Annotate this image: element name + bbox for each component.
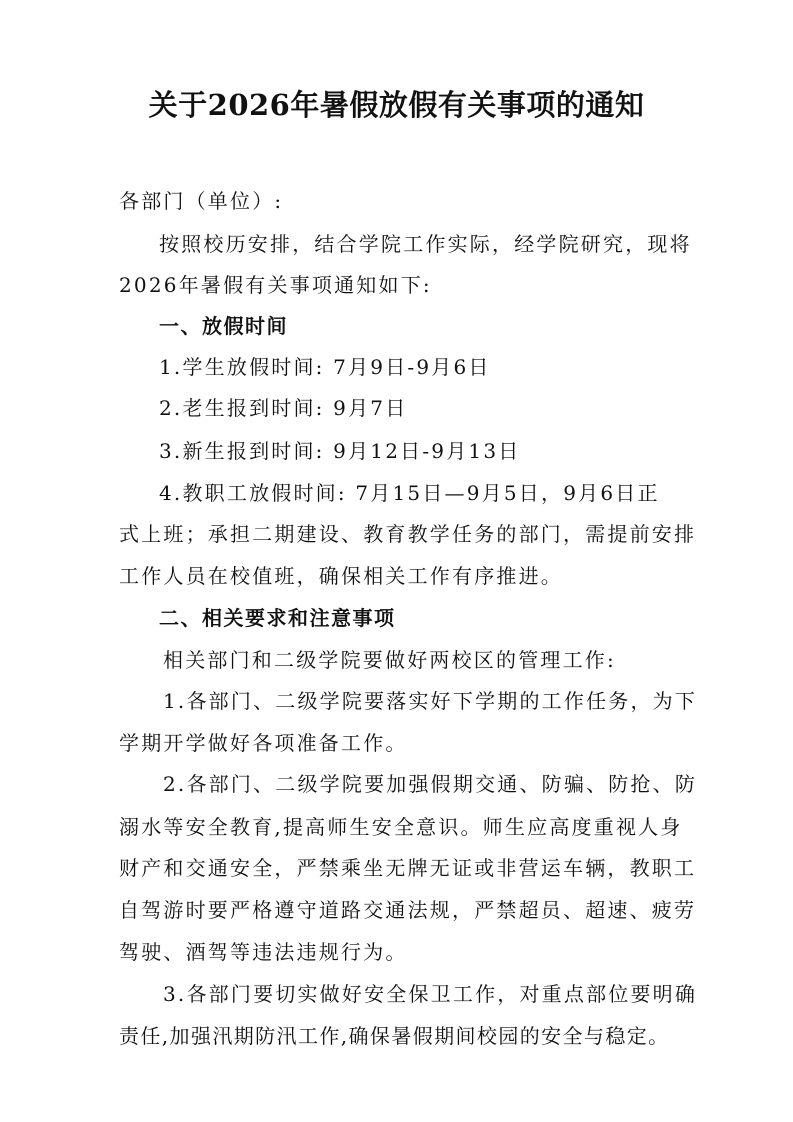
document-title: 关于2026年暑假放假有关事项的通知 (148, 88, 645, 122)
requirement-1-line-2: 学期开学做好各项准备工作。 (119, 731, 408, 755)
intro-line-2: 2026年暑假有关事项通知如下: (119, 273, 432, 297)
section-2-lead: 相关部门和二级学院要做好两校区的管理工作: (163, 648, 616, 672)
section-1-heading: 一、放假时间 (159, 314, 288, 338)
section-1-item-4-line-3: 工作人员在校值班，确保相关工作有序推进。 (119, 564, 563, 588)
requirement-3-line-1: 3.各部门要切实做好安全保卫工作，对重点部位要明确 (163, 982, 698, 1006)
requirement-2-line-5: 驾驶、酒驾等违法违规行为。 (119, 940, 408, 964)
section-2-heading: 二、相关要求和注意事项 (159, 606, 396, 630)
section-1-item-1: 1.学生放假时间: 7月9日-9月6日 (159, 355, 491, 379)
requirement-2-line-3: 财产和交通安全，严禁乘坐无牌无证或非营运车辆，教职工 (119, 856, 697, 880)
section-1-item-4-line-2: 式上班；承担二期建设、教育教学任务的部门，需提前安排 (119, 522, 697, 546)
intro-line-1: 按照校历安排，结合学院工作实际，经学院研究，现将 (159, 232, 692, 256)
section-1-item-2: 2.老生报到时间: 9月7日 (159, 396, 408, 420)
requirement-2-line-4: 自驾游时要严格遵守道路交通法规，严禁超员、超速、疲劳 (119, 898, 697, 922)
requirement-2-line-2: 溺水等安全教育,提高师生安全意识。师生应高度重视人身 (119, 815, 683, 839)
requirement-3-line-2: 责任,加强汛期防汛工作,确保暑假期间校园的安全与稳定。 (119, 1024, 670, 1048)
requirement-2-line-1: 2.各部门、二级学院要加强假期交通、防骗、防抢、防 (163, 772, 698, 796)
section-1-item-4-line-1: 4.教职工放假时间: 7月15日—9月5日，9月6日正 (159, 481, 660, 505)
salutation: 各部门（单位）: (119, 189, 284, 213)
section-1-item-3: 3.新生报到时间: 9月12日-9月13日 (159, 439, 521, 463)
requirement-1-line-1: 1.各部门、二级学院要落实好下学期的工作任务，为下 (163, 689, 698, 713)
